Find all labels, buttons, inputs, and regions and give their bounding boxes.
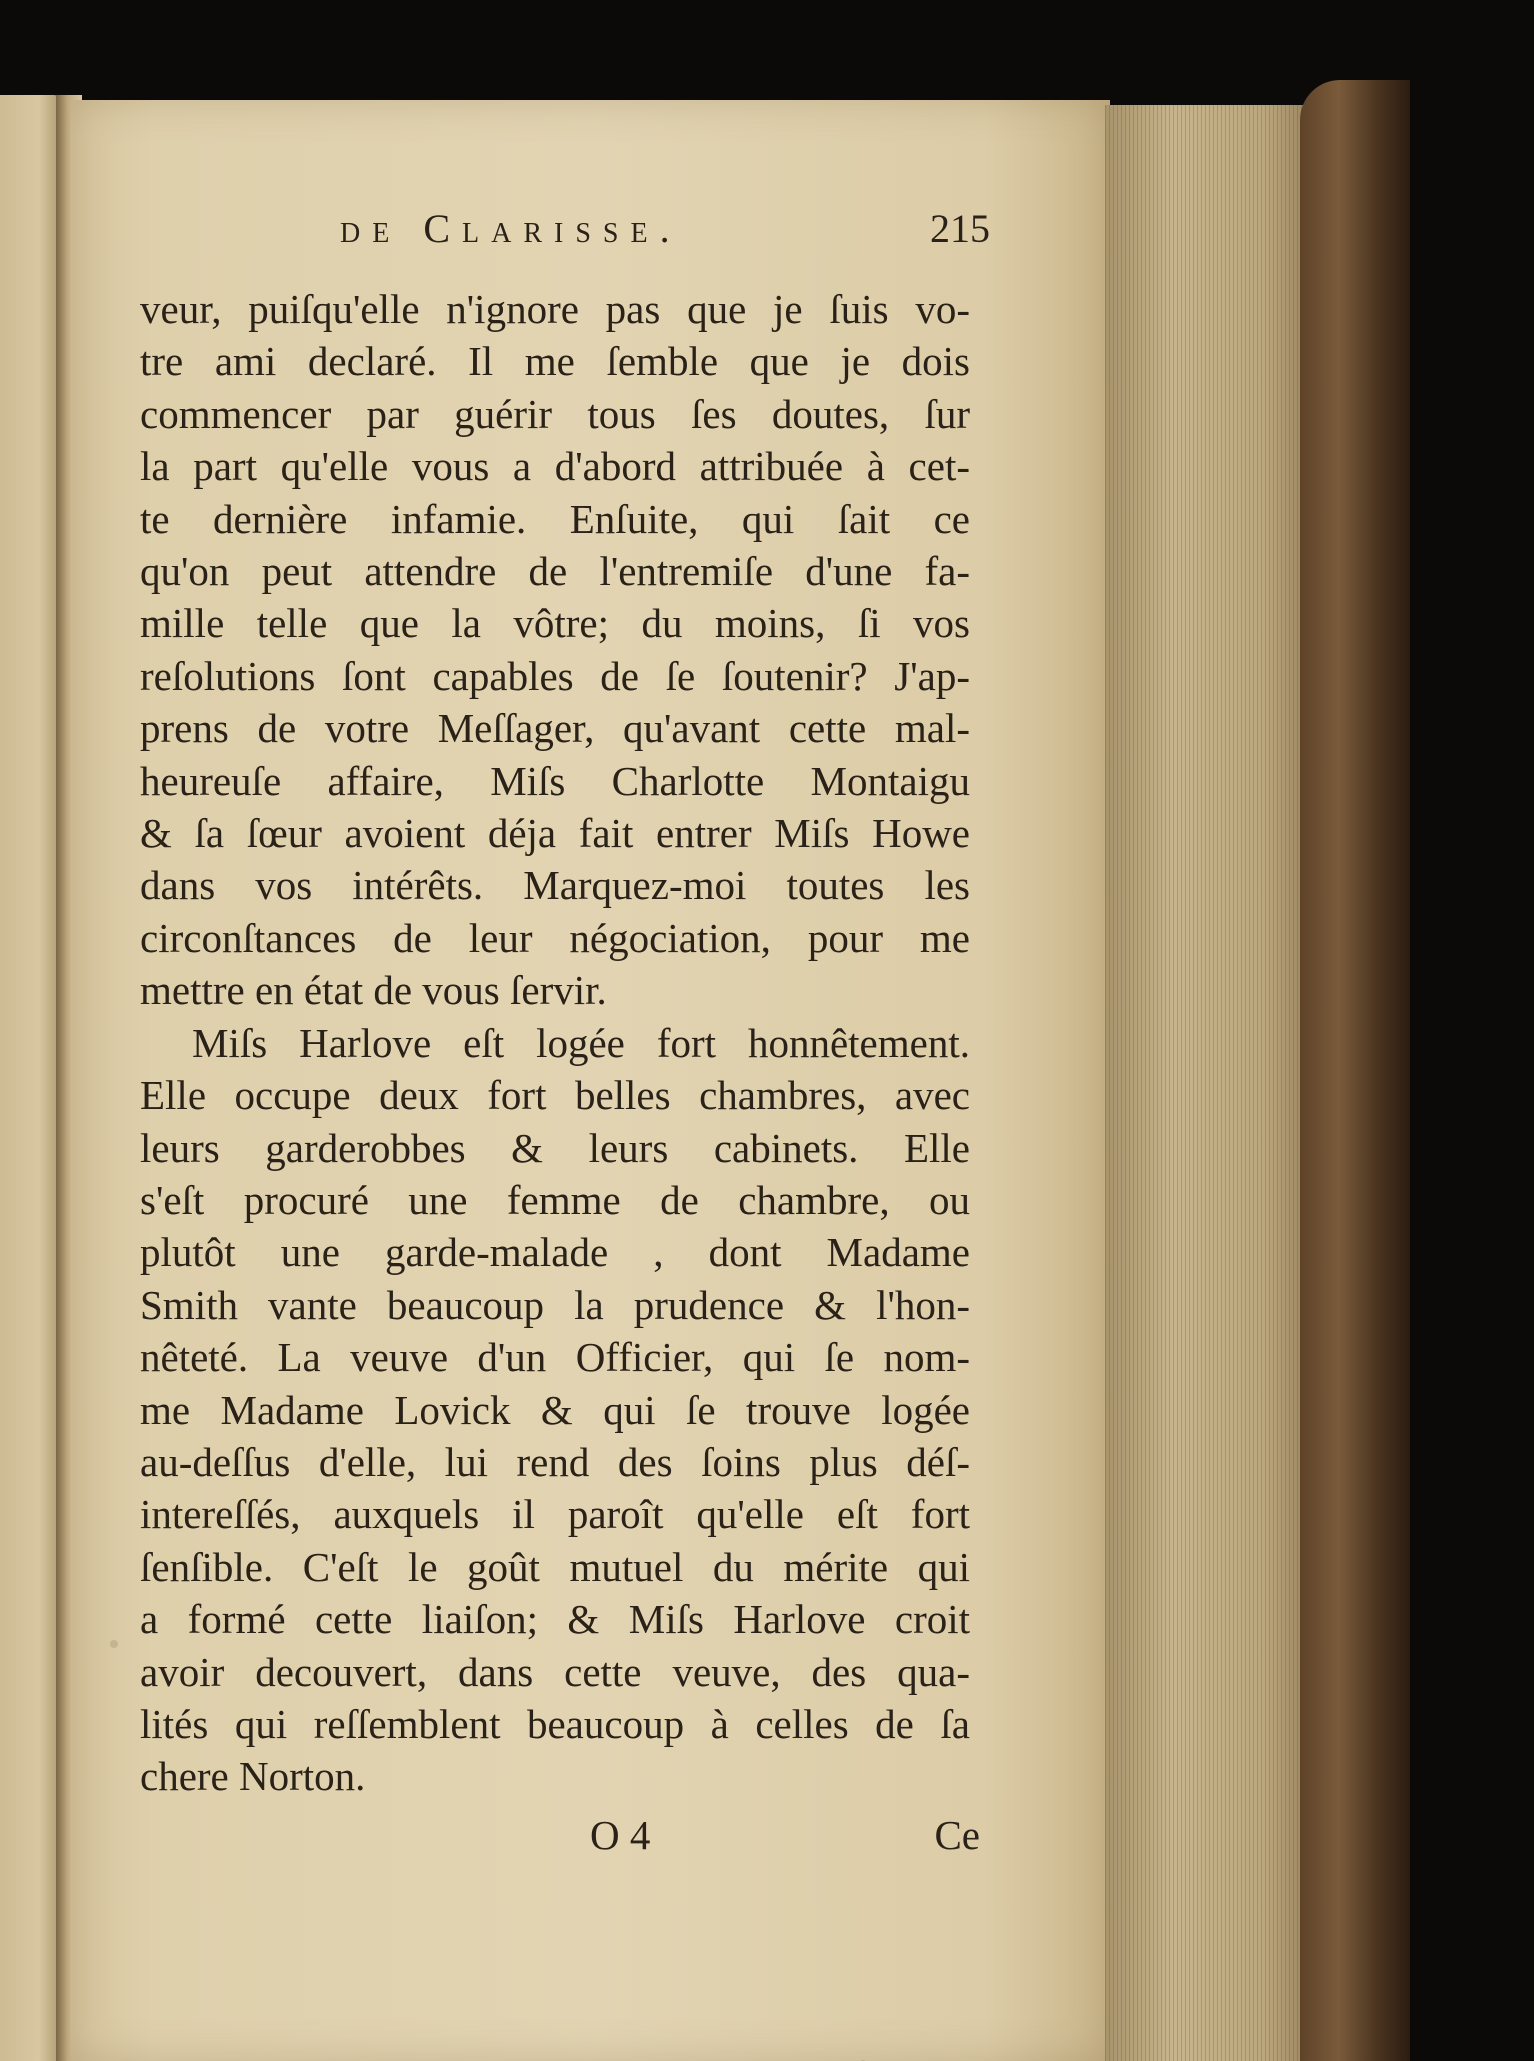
text-line: heureuſe affaire, Miſs Charlotte Montaigu — [140, 757, 970, 804]
text-line: leurs garderobbes & leurs cabinets. Elle — [140, 1124, 970, 1171]
paper-spot — [110, 1640, 118, 1648]
text-line: s'eſt procuré une femme de chambre, ou — [140, 1176, 970, 1223]
text-line: plutôt une garde-malade , dont Madame — [140, 1229, 970, 1276]
text-line: me Madame Lovick & qui ſe trouve logée — [140, 1386, 970, 1433]
text-line: la part qu'elle vous a d'abord attribuée à cet- — [140, 443, 970, 490]
text-line: a formé cette liaiſon; & Miſs Harlove croit — [140, 1596, 970, 1643]
text-line: reſolutions ſont capables de ſe ſoutenir? J'ap- — [140, 652, 970, 699]
text-line: commencer par guérir tous ſes doutes, ſur — [140, 390, 970, 437]
text-line: circonſtances de leur négociation, pour me — [140, 914, 970, 961]
text-line: mettre en état de vous ſervir. — [140, 967, 607, 1014]
body-text — [140, 283, 970, 1803]
text-line: Miſs Harlove eſt logée fort honnêtement. — [192, 1019, 970, 1066]
text-line: tre ami declaré. Il me ſemble que je dois — [140, 338, 970, 385]
leather-binding — [1300, 80, 1410, 2061]
page-edges — [1105, 105, 1330, 2061]
text-line: Smith vante beaucoup la prudence & l'hon- — [140, 1281, 970, 1328]
catchword: Ce — [934, 1811, 980, 1858]
text-line: qu'on peut attendre de l'entremiſe d'une fa- — [140, 548, 970, 595]
text-line: veur, puiſqu'elle n'ignore pas que je ſuis vo- — [140, 286, 970, 332]
page-text-block — [140, 205, 990, 1871]
text-line: intereſſés, auxquels il paroît qu'elle eſt fort — [140, 1491, 970, 1538]
signature-mark: O 4 — [590, 1811, 651, 1858]
text-line: dans vos intérêts. Marquez-moi toutes les — [140, 862, 970, 909]
text-line: chere Norton. — [140, 1753, 366, 1800]
text-line: Elle occupe deux fort belles chambres, avec — [140, 1072, 970, 1119]
text-line: lités qui reſſemblent beaucoup à celles de ſa — [140, 1700, 970, 1747]
text-line: nêteté. La veuve d'un Officier, qui ſe nom- — [140, 1334, 970, 1381]
text-line: prens de votre Meſſager, qu'avant cette mal- — [140, 705, 970, 752]
text-line: ſenſible. C'eſt le goût mutuel du mérite qui — [140, 1543, 970, 1590]
page-footer — [140, 1811, 980, 1871]
text-line: avoir decouvert, dans cette veuve, des qua- — [140, 1648, 970, 1695]
text-line: te dernière infamie. Enſuite, qui ſait ce — [140, 495, 970, 542]
running-head-title: de Clarisse. — [340, 206, 682, 251]
text-line: & ſa ſœur avoient déja fait entrer Miſs Howe — [140, 810, 970, 857]
text-line: au-deſſus d'elle, lui rend des ſoins plus déſ- — [140, 1438, 970, 1485]
page-number: 215 — [930, 206, 990, 251]
text-line: mille telle que la vôtre; du moins, ſi vos — [140, 600, 970, 647]
running-head — [140, 205, 990, 265]
facing-page-edge — [0, 95, 64, 2061]
